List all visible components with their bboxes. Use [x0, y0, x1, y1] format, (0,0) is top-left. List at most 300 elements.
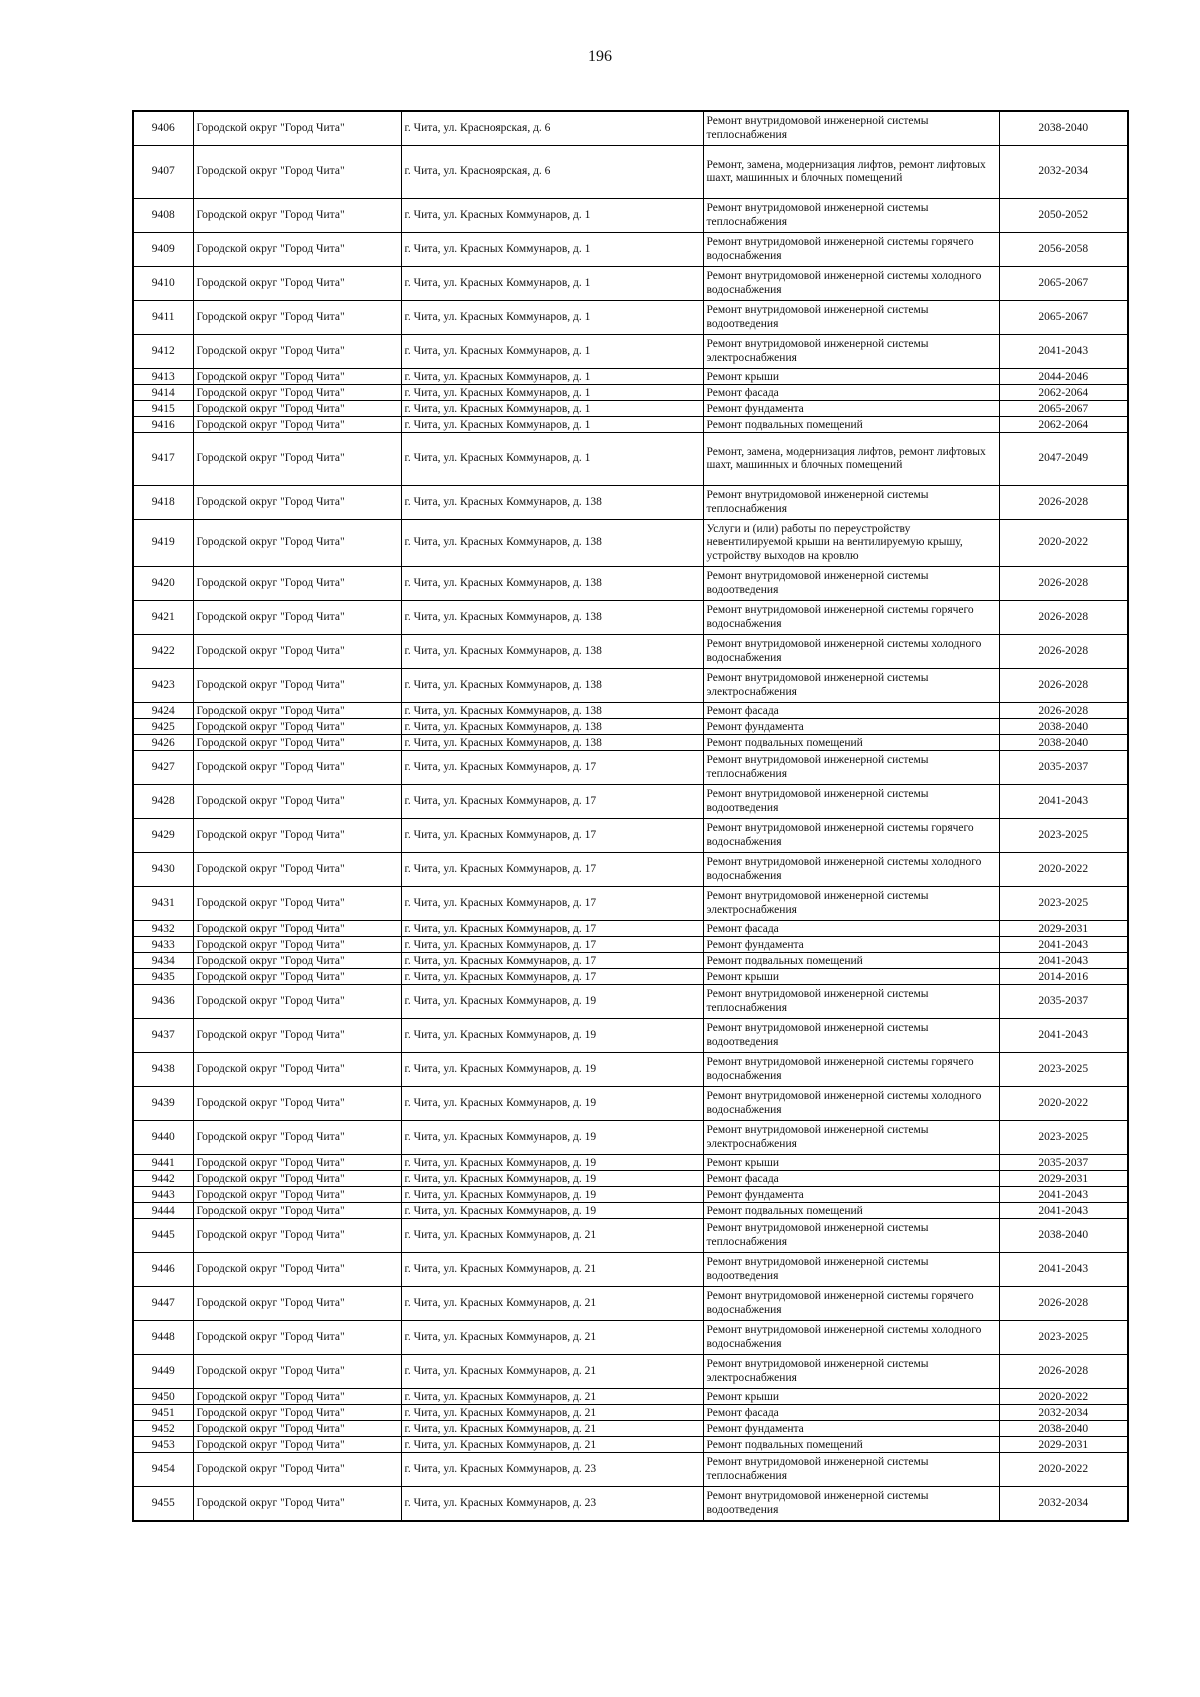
table-row	[133, 1421, 1128, 1437]
period-cell: 2026-2028	[999, 1287, 1128, 1321]
table-row	[133, 703, 1128, 719]
row-number-cell: 9429	[133, 819, 193, 853]
municipality-cell: Городской округ "Город Чита"	[193, 921, 401, 937]
row-number-cell: 9436	[133, 985, 193, 1019]
address-cell: г. Чита, ул. Красных Коммунаров, д. 21	[401, 1421, 703, 1437]
period-cell: 2056-2058	[999, 233, 1128, 267]
period-cell: 2023-2025	[999, 887, 1128, 921]
work-type-cell: Ремонт внутридомовой инженерной системы горячего водоснабжения	[703, 233, 999, 267]
municipality-cell: Городской округ "Город Чита"	[193, 567, 401, 601]
table-row	[133, 369, 1128, 385]
row-number-cell: 9453	[133, 1437, 193, 1453]
row-number-cell: 9443	[133, 1187, 193, 1203]
address-cell: г. Чита, ул. Красных Коммунаров, д. 17	[401, 853, 703, 887]
work-type-cell: Ремонт внутридомовой инженерной системы холодного водоснабжения	[703, 635, 999, 669]
table-row	[133, 401, 1128, 417]
municipality-cell: Городской округ "Город Чита"	[193, 335, 401, 369]
table-row	[133, 1389, 1128, 1405]
address-cell: г. Чита, ул. Красноярская, д. 6	[401, 111, 703, 146]
work-type-cell: Ремонт, замена, модернизация лифтов, ремонт лифтовых шахт, машинных и блочных помещений	[703, 146, 999, 199]
municipality-cell: Городской округ "Город Чита"	[193, 1405, 401, 1421]
municipality-cell: Городской округ "Город Чита"	[193, 751, 401, 785]
address-cell: г. Чита, ул. Красных Коммунаров, д. 1	[401, 267, 703, 301]
municipality-cell: Городской округ "Город Чита"	[193, 1421, 401, 1437]
table-row	[133, 567, 1128, 601]
table-row	[133, 385, 1128, 401]
municipality-cell: Городской округ "Город Чита"	[193, 819, 401, 853]
address-cell: г. Чита, ул. Красных Коммунаров, д. 19	[401, 1087, 703, 1121]
work-type-cell: Ремонт внутридомовой инженерной системы горячего водоснабжения	[703, 601, 999, 635]
table-row	[133, 1437, 1128, 1453]
row-number-cell: 9418	[133, 486, 193, 520]
period-cell: 2041-2043	[999, 785, 1128, 819]
municipality-cell: Городской округ "Город Чита"	[193, 385, 401, 401]
address-cell: г. Чита, ул. Красных Коммунаров, д. 1	[401, 433, 703, 486]
period-cell: 2020-2022	[999, 1453, 1128, 1487]
work-type-cell: Ремонт фундамента	[703, 719, 999, 735]
period-cell: 2038-2040	[999, 1219, 1128, 1253]
municipality-cell: Городской округ "Город Чита"	[193, 1355, 401, 1389]
row-number-cell: 9441	[133, 1155, 193, 1171]
municipality-cell: Городской округ "Город Чита"	[193, 1219, 401, 1253]
municipality-cell: Городской округ "Город Чита"	[193, 635, 401, 669]
row-number-cell: 9427	[133, 751, 193, 785]
period-cell: 2023-2025	[999, 819, 1128, 853]
work-type-cell: Ремонт внутридомовой инженерной системы теплоснабжения	[703, 486, 999, 520]
table-row	[133, 146, 1128, 199]
work-type-cell: Ремонт подвальных помещений	[703, 1203, 999, 1219]
address-cell: г. Чита, ул. Красноярская, д. 6	[401, 146, 703, 199]
period-cell: 2020-2022	[999, 1087, 1128, 1121]
table-row	[133, 1405, 1128, 1421]
work-type-cell: Ремонт фасада	[703, 385, 999, 401]
period-cell: 2038-2040	[999, 735, 1128, 751]
work-type-cell: Ремонт фундамента	[703, 1421, 999, 1437]
work-type-cell: Ремонт крыши	[703, 1155, 999, 1171]
work-type-cell: Ремонт внутридомовой инженерной системы водоотведения	[703, 567, 999, 601]
work-type-cell: Услуги и (или) работы по переустройству невентилируемой крыши на вентилируемую крышу, устройству выходов на кровлю	[703, 520, 999, 567]
period-cell: 2041-2043	[999, 953, 1128, 969]
address-cell: г. Чита, ул. Красных Коммунаров, д. 19	[401, 1121, 703, 1155]
table-row	[133, 1219, 1128, 1253]
row-number-cell: 9428	[133, 785, 193, 819]
row-number-cell: 9433	[133, 937, 193, 953]
work-type-cell: Ремонт, замена, модернизация лифтов, ремонт лифтовых шахт, машинных и блочных помещений	[703, 433, 999, 486]
row-number-cell: 9413	[133, 369, 193, 385]
municipality-cell: Городской округ "Город Чита"	[193, 853, 401, 887]
address-cell: г. Чита, ул. Красных Коммунаров, д. 19	[401, 1187, 703, 1203]
address-cell: г. Чита, ул. Красных Коммунаров, д. 19	[401, 1171, 703, 1187]
repair-schedule-table	[132, 110, 1129, 1522]
period-cell: 2026-2028	[999, 486, 1128, 520]
work-type-cell: Ремонт фасада	[703, 921, 999, 937]
municipality-cell: Городской округ "Город Чита"	[193, 1453, 401, 1487]
address-cell: г. Чита, ул. Красных Коммунаров, д. 1	[401, 385, 703, 401]
row-number-cell: 9435	[133, 969, 193, 985]
address-cell: г. Чита, ул. Красных Коммунаров, д. 23	[401, 1453, 703, 1487]
table-row	[133, 433, 1128, 486]
table-row	[133, 853, 1128, 887]
municipality-cell: Городской округ "Город Чита"	[193, 1053, 401, 1087]
period-cell: 2041-2043	[999, 335, 1128, 369]
work-type-cell: Ремонт фасада	[703, 703, 999, 719]
municipality-cell: Городской округ "Город Чита"	[193, 953, 401, 969]
row-number-cell: 9431	[133, 887, 193, 921]
work-type-cell: Ремонт подвальных помещений	[703, 735, 999, 751]
municipality-cell: Городской округ "Город Чита"	[193, 887, 401, 921]
row-number-cell: 9410	[133, 267, 193, 301]
address-cell: г. Чита, ул. Красных Коммунаров, д. 138	[401, 719, 703, 735]
period-cell: 2065-2067	[999, 401, 1128, 417]
row-number-cell: 9446	[133, 1253, 193, 1287]
period-cell: 2065-2067	[999, 301, 1128, 335]
table-row	[133, 1487, 1128, 1522]
row-number-cell: 9444	[133, 1203, 193, 1219]
table-row	[133, 969, 1128, 985]
address-cell: г. Чита, ул. Красных Коммунаров, д. 21	[401, 1321, 703, 1355]
row-number-cell: 9423	[133, 669, 193, 703]
work-type-cell: Ремонт внутридомовой инженерной системы теплоснабжения	[703, 985, 999, 1019]
work-type-cell: Ремонт подвальных помещений	[703, 417, 999, 433]
address-cell: г. Чита, ул. Красных Коммунаров, д. 1	[401, 401, 703, 417]
row-number-cell: 9422	[133, 635, 193, 669]
work-type-cell: Ремонт внутридомовой инженерной системы электроснабжения	[703, 887, 999, 921]
address-cell: г. Чита, ул. Красных Коммунаров, д. 138	[401, 735, 703, 751]
row-number-cell: 9420	[133, 567, 193, 601]
period-cell: 2020-2022	[999, 1389, 1128, 1405]
address-cell: г. Чита, ул. Красных Коммунаров, д. 21	[401, 1219, 703, 1253]
municipality-cell: Городской округ "Город Чита"	[193, 601, 401, 635]
address-cell: г. Чита, ул. Красных Коммунаров, д. 21	[401, 1253, 703, 1287]
table-row	[133, 953, 1128, 969]
work-type-cell: Ремонт фундамента	[703, 937, 999, 953]
table-row	[133, 1287, 1128, 1321]
period-cell: 2023-2025	[999, 1321, 1128, 1355]
address-cell: г. Чита, ул. Красных Коммунаров, д. 1	[401, 335, 703, 369]
address-cell: г. Чита, ул. Красных Коммунаров, д. 17	[401, 819, 703, 853]
work-type-cell: Ремонт внутридомовой инженерной системы теплоснабжения	[703, 1453, 999, 1487]
municipality-cell: Городской округ "Город Чита"	[193, 1321, 401, 1355]
row-number-cell: 9406	[133, 111, 193, 146]
period-cell: 2032-2034	[999, 1487, 1128, 1522]
municipality-cell: Городской округ "Город Чита"	[193, 417, 401, 433]
address-cell: г. Чита, ул. Красных Коммунаров, д. 138	[401, 567, 703, 601]
municipality-cell: Городской округ "Город Чита"	[193, 719, 401, 735]
municipality-cell: Городской округ "Город Чита"	[193, 486, 401, 520]
period-cell: 2062-2064	[999, 385, 1128, 401]
period-cell: 2026-2028	[999, 635, 1128, 669]
address-cell: г. Чита, ул. Красных Коммунаров, д. 17	[401, 921, 703, 937]
work-type-cell: Ремонт внутридомовой инженерной системы электроснабжения	[703, 1121, 999, 1155]
table-row	[133, 601, 1128, 635]
row-number-cell: 9412	[133, 335, 193, 369]
period-cell: 2029-2031	[999, 921, 1128, 937]
address-cell: г. Чита, ул. Красных Коммунаров, д. 19	[401, 1053, 703, 1087]
municipality-cell: Городской округ "Город Чита"	[193, 937, 401, 953]
period-cell: 2047-2049	[999, 433, 1128, 486]
period-cell: 2035-2037	[999, 1155, 1128, 1171]
period-cell: 2038-2040	[999, 111, 1128, 146]
row-number-cell: 9414	[133, 385, 193, 401]
period-cell: 2014-2016	[999, 969, 1128, 985]
period-cell: 2023-2025	[999, 1121, 1128, 1155]
period-cell: 2020-2022	[999, 520, 1128, 567]
municipality-cell: Городской округ "Город Чита"	[193, 703, 401, 719]
table-row	[133, 1321, 1128, 1355]
work-type-cell: Ремонт подвальных помещений	[703, 953, 999, 969]
table-row	[133, 985, 1128, 1019]
row-number-cell: 9450	[133, 1389, 193, 1405]
work-type-cell: Ремонт внутридомовой инженерной системы холодного водоснабжения	[703, 1321, 999, 1355]
row-number-cell: 9421	[133, 601, 193, 635]
table-row	[133, 887, 1128, 921]
table-row	[133, 199, 1128, 233]
period-cell: 2038-2040	[999, 719, 1128, 735]
municipality-cell: Городской округ "Город Чита"	[193, 1019, 401, 1053]
municipality-cell: Городской округ "Город Чита"	[193, 1287, 401, 1321]
table-row	[133, 1453, 1128, 1487]
period-cell: 2032-2034	[999, 1405, 1128, 1421]
period-cell: 2041-2043	[999, 1019, 1128, 1053]
address-cell: г. Чита, ул. Красных Коммунаров, д. 23	[401, 1487, 703, 1522]
table-row	[133, 1253, 1128, 1287]
period-cell: 2020-2022	[999, 853, 1128, 887]
row-number-cell: 9455	[133, 1487, 193, 1522]
address-cell: г. Чита, ул. Красных Коммунаров, д. 138	[401, 601, 703, 635]
work-type-cell: Ремонт внутридомовой инженерной системы электроснабжения	[703, 1355, 999, 1389]
work-type-cell: Ремонт крыши	[703, 969, 999, 985]
municipality-cell: Городской округ "Город Чита"	[193, 1171, 401, 1187]
work-type-cell: Ремонт внутридомовой инженерной системы водоотведения	[703, 301, 999, 335]
work-type-cell: Ремонт внутридомовой инженерной системы водоотведения	[703, 785, 999, 819]
period-cell: 2029-2031	[999, 1437, 1128, 1453]
municipality-cell: Городской округ "Город Чита"	[193, 146, 401, 199]
table-row	[133, 735, 1128, 751]
period-cell: 2065-2067	[999, 267, 1128, 301]
work-type-cell: Ремонт внутридомовой инженерной системы холодного водоснабжения	[703, 853, 999, 887]
municipality-cell: Городской округ "Город Чита"	[193, 1487, 401, 1522]
row-number-cell: 9409	[133, 233, 193, 267]
work-type-cell: Ремонт фундамента	[703, 401, 999, 417]
address-cell: г. Чита, ул. Красных Коммунаров, д. 17	[401, 751, 703, 785]
period-cell: 2026-2028	[999, 703, 1128, 719]
row-number-cell: 9408	[133, 199, 193, 233]
work-type-cell: Ремонт фасада	[703, 1405, 999, 1421]
address-cell: г. Чита, ул. Красных Коммунаров, д. 1	[401, 417, 703, 433]
table-row	[133, 335, 1128, 369]
row-number-cell: 9442	[133, 1171, 193, 1187]
address-cell: г. Чита, ул. Красных Коммунаров, д. 138	[401, 635, 703, 669]
work-type-cell: Ремонт внутридомовой инженерной системы водоотведения	[703, 1253, 999, 1287]
page-number: 196	[588, 48, 612, 65]
address-cell: г. Чита, ул. Красных Коммунаров, д. 19	[401, 1155, 703, 1171]
table-row	[133, 1355, 1128, 1389]
table-row	[133, 301, 1128, 335]
address-cell: г. Чита, ул. Красных Коммунаров, д. 1	[401, 369, 703, 385]
table-row	[133, 1019, 1128, 1053]
row-number-cell: 9416	[133, 417, 193, 433]
address-cell: г. Чита, ул. Красных Коммунаров, д. 17	[401, 953, 703, 969]
period-cell: 2041-2043	[999, 1253, 1128, 1287]
table-row	[133, 1087, 1128, 1121]
municipality-cell: Городской округ "Город Чита"	[193, 735, 401, 751]
address-cell: г. Чита, ул. Красных Коммунаров, д. 17	[401, 887, 703, 921]
table-row	[133, 486, 1128, 520]
municipality-cell: Городской округ "Город Чита"	[193, 969, 401, 985]
work-type-cell: Ремонт внутридомовой инженерной системы теплоснабжения	[703, 111, 999, 146]
address-cell: г. Чита, ул. Красных Коммунаров, д. 17	[401, 785, 703, 819]
municipality-cell: Городской округ "Город Чита"	[193, 111, 401, 146]
work-type-cell: Ремонт фасада	[703, 1171, 999, 1187]
table-row	[133, 1187, 1128, 1203]
period-cell: 2026-2028	[999, 567, 1128, 601]
work-type-cell: Ремонт внутридомовой инженерной системы горячего водоснабжения	[703, 1287, 999, 1321]
work-type-cell: Ремонт внутридомовой инженерной системы теплоснабжения	[703, 199, 999, 233]
period-cell: 2029-2031	[999, 1171, 1128, 1187]
work-type-cell: Ремонт фундамента	[703, 1187, 999, 1203]
municipality-cell: Городской округ "Город Чита"	[193, 369, 401, 385]
municipality-cell: Городской округ "Город Чита"	[193, 520, 401, 567]
municipality-cell: Городской округ "Город Чита"	[193, 233, 401, 267]
address-cell: г. Чита, ул. Красных Коммунаров, д. 138	[401, 669, 703, 703]
table-row	[133, 520, 1128, 567]
work-type-cell: Ремонт внутридомовой инженерной системы горячего водоснабжения	[703, 819, 999, 853]
table-row	[133, 1203, 1128, 1219]
table-row	[133, 819, 1128, 853]
row-number-cell: 9430	[133, 853, 193, 887]
municipality-cell: Городской округ "Город Чита"	[193, 1253, 401, 1287]
row-number-cell: 9445	[133, 1219, 193, 1253]
table-row	[133, 669, 1128, 703]
period-cell: 2041-2043	[999, 937, 1128, 953]
row-number-cell: 9449	[133, 1355, 193, 1389]
table-row	[133, 1121, 1128, 1155]
address-cell: г. Чита, ул. Красных Коммунаров, д. 19	[401, 985, 703, 1019]
row-number-cell: 9454	[133, 1453, 193, 1487]
work-type-cell: Ремонт внутридомовой инженерной системы горячего водоснабжения	[703, 1053, 999, 1087]
address-cell: г. Чита, ул. Красных Коммунаров, д. 138	[401, 703, 703, 719]
work-type-cell: Ремонт внутридомовой инженерной системы теплоснабжения	[703, 751, 999, 785]
address-cell: г. Чита, ул. Красных Коммунаров, д. 21	[401, 1389, 703, 1405]
period-cell: 2026-2028	[999, 601, 1128, 635]
municipality-cell: Городской округ "Город Чита"	[193, 1203, 401, 1219]
address-cell: г. Чита, ул. Красных Коммунаров, д. 1	[401, 301, 703, 335]
table-row	[133, 937, 1128, 953]
municipality-cell: Городской округ "Город Чита"	[193, 669, 401, 703]
row-number-cell: 9432	[133, 921, 193, 937]
address-cell: г. Чита, ул. Красных Коммунаров, д. 1	[401, 233, 703, 267]
work-type-cell: Ремонт внутридомовой инженерной системы холодного водоснабжения	[703, 1087, 999, 1121]
period-cell: 2023-2025	[999, 1053, 1128, 1087]
table-row	[133, 635, 1128, 669]
period-cell: 2041-2043	[999, 1187, 1128, 1203]
table-row	[133, 1053, 1128, 1087]
table-row	[133, 751, 1128, 785]
row-number-cell: 9438	[133, 1053, 193, 1087]
address-cell: г. Чита, ул. Красных Коммунаров, д. 21	[401, 1437, 703, 1453]
municipality-cell: Городской округ "Город Чита"	[193, 1155, 401, 1171]
table-row	[133, 785, 1128, 819]
row-number-cell: 9407	[133, 146, 193, 199]
period-cell: 2038-2040	[999, 1421, 1128, 1437]
row-number-cell: 9419	[133, 520, 193, 567]
table-row	[133, 921, 1128, 937]
municipality-cell: Городской округ "Город Чита"	[193, 1187, 401, 1203]
municipality-cell: Городской округ "Город Чита"	[193, 433, 401, 486]
period-cell: 2026-2028	[999, 669, 1128, 703]
work-type-cell: Ремонт внутридомовой инженерной системы электроснабжения	[703, 669, 999, 703]
row-number-cell: 9439	[133, 1087, 193, 1121]
address-cell: г. Чита, ул. Красных Коммунаров, д. 21	[401, 1355, 703, 1389]
municipality-cell: Городской округ "Город Чита"	[193, 1087, 401, 1121]
period-cell: 2050-2052	[999, 199, 1128, 233]
row-number-cell: 9424	[133, 703, 193, 719]
work-type-cell: Ремонт внутридомовой инженерной системы водоотведения	[703, 1019, 999, 1053]
address-cell: г. Чита, ул. Красных Коммунаров, д. 1	[401, 199, 703, 233]
row-number-cell: 9415	[133, 401, 193, 417]
address-cell: г. Чита, ул. Красных Коммунаров, д. 138	[401, 486, 703, 520]
row-number-cell: 9448	[133, 1321, 193, 1355]
work-type-cell: Ремонт крыши	[703, 369, 999, 385]
row-number-cell: 9440	[133, 1121, 193, 1155]
municipality-cell: Городской округ "Город Чита"	[193, 1437, 401, 1453]
period-cell: 2035-2037	[999, 751, 1128, 785]
row-number-cell: 9451	[133, 1405, 193, 1421]
row-number-cell: 9434	[133, 953, 193, 969]
address-cell: г. Чита, ул. Красных Коммунаров, д. 19	[401, 1203, 703, 1219]
table-row	[133, 719, 1128, 735]
work-type-cell: Ремонт внутридомовой инженерной системы холодного водоснабжения	[703, 267, 999, 301]
work-type-cell: Ремонт внутридомовой инженерной системы водоотведения	[703, 1487, 999, 1522]
table-body	[133, 111, 1128, 1521]
row-number-cell: 9447	[133, 1287, 193, 1321]
period-cell: 2026-2028	[999, 1355, 1128, 1389]
work-type-cell: Ремонт крыши	[703, 1389, 999, 1405]
address-cell: г. Чита, ул. Красных Коммунаров, д. 21	[401, 1287, 703, 1321]
table-row	[133, 111, 1128, 146]
municipality-cell: Городской округ "Город Чита"	[193, 199, 401, 233]
period-cell: 2062-2064	[999, 417, 1128, 433]
municipality-cell: Городской округ "Город Чита"	[193, 985, 401, 1019]
row-number-cell: 9452	[133, 1421, 193, 1437]
address-cell: г. Чита, ул. Красных Коммунаров, д. 19	[401, 1019, 703, 1053]
row-number-cell: 9426	[133, 735, 193, 751]
row-number-cell: 9437	[133, 1019, 193, 1053]
address-cell: г. Чита, ул. Красных Коммунаров, д. 138	[401, 520, 703, 567]
period-cell: 2035-2037	[999, 985, 1128, 1019]
table-row	[133, 417, 1128, 433]
table-row	[133, 1155, 1128, 1171]
table-row	[133, 1171, 1128, 1187]
row-number-cell: 9425	[133, 719, 193, 735]
municipality-cell: Городской округ "Город Чита"	[193, 301, 401, 335]
work-type-cell: Ремонт внутридомовой инженерной системы теплоснабжения	[703, 1219, 999, 1253]
municipality-cell: Городской округ "Город Чита"	[193, 1121, 401, 1155]
municipality-cell: Городской округ "Город Чита"	[193, 401, 401, 417]
municipality-cell: Городской округ "Город Чита"	[193, 1389, 401, 1405]
work-type-cell: Ремонт подвальных помещений	[703, 1437, 999, 1453]
table-row	[133, 233, 1128, 267]
row-number-cell: 9417	[133, 433, 193, 486]
address-cell: г. Чита, ул. Красных Коммунаров, д. 17	[401, 969, 703, 985]
municipality-cell: Городской округ "Город Чита"	[193, 267, 401, 301]
period-cell: 2032-2034	[999, 146, 1128, 199]
address-cell: г. Чита, ул. Красных Коммунаров, д. 21	[401, 1405, 703, 1421]
period-cell: 2044-2046	[999, 369, 1128, 385]
work-type-cell: Ремонт внутридомовой инженерной системы электроснабжения	[703, 335, 999, 369]
municipality-cell: Городской округ "Город Чита"	[193, 785, 401, 819]
table-row	[133, 267, 1128, 301]
